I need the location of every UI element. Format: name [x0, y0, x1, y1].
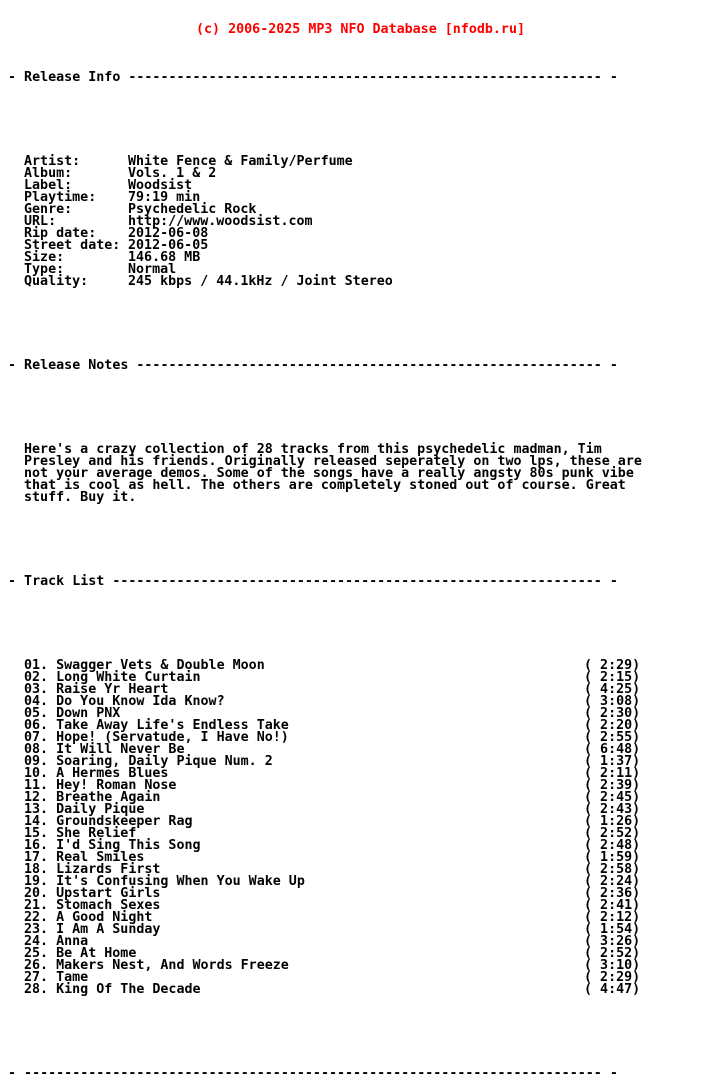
track-duration: ( 2:29): [584, 970, 641, 985]
track-duration: ( 2:15): [584, 670, 641, 685]
track-duration: ( 2:45): [584, 790, 641, 805]
track-row: [8, 960, 720, 972]
track-list-block: [8, 660, 720, 996]
track-title: 21. Stomach Sexes: [24, 898, 161, 913]
track-title: 12. Breathe Again: [24, 790, 161, 805]
track-title: 16. I'd Sing This Song: [24, 838, 201, 853]
track-row: [8, 828, 720, 840]
info-value: http://www.woodsist.com: [128, 214, 313, 229]
track-duration: ( 6:48): [584, 742, 641, 757]
info-value: 2012-06-05: [128, 238, 209, 253]
track-row: [8, 816, 720, 828]
info-label: Label:: [24, 178, 73, 193]
track-list-header-text: - Track List ------------------------------------------------------------- -: [8, 574, 618, 589]
blank-line: [8, 108, 720, 120]
track-row: [8, 780, 720, 792]
track-duration: ( 2:52): [584, 826, 641, 841]
track-duration: ( 2:24): [584, 874, 641, 889]
info-row: [8, 252, 720, 264]
track-title: 07. Hope! (Servatude, I Have No!): [24, 730, 289, 745]
copyright-line: [8, 24, 720, 36]
track-title: 28. King Of The Decade: [24, 982, 201, 997]
info-value: 245 kbps / 44.1kHz / Joint Stereo: [128, 274, 393, 289]
track-title: 13. Daily Pique: [24, 802, 145, 817]
info-label: Quality:: [24, 274, 89, 289]
track-duration: ( 2:11): [584, 766, 641, 781]
info-row: [8, 240, 720, 252]
notes-text: stuff. Buy it.: [24, 490, 137, 505]
track-title: 06. Take Away Life's Endless Take: [24, 718, 289, 733]
info-value: Vols. 1 & 2: [128, 166, 217, 181]
track-duration: ( 2:12): [584, 910, 641, 925]
track-title: 27. Tame: [24, 970, 89, 985]
release-notes-header: [8, 360, 720, 372]
info-label: Street date:: [24, 238, 121, 253]
track-duration: ( 2:58): [584, 862, 641, 877]
track-title: 20. Upstart Girls: [24, 886, 161, 901]
track-row: [8, 792, 720, 804]
blank-line: [8, 396, 720, 408]
track-row: [8, 936, 720, 948]
notes-text: not your average demos. Some of the songs have a really angsty 80s punk vibe: [24, 466, 634, 481]
blank-line: [8, 612, 720, 624]
info-row: [8, 192, 720, 204]
track-duration: ( 1:37): [584, 754, 641, 769]
track-title: 01. Swagger Vets & Double Moon: [24, 658, 265, 673]
track-duration: ( 4:47): [584, 982, 641, 997]
info-label: Playtime:: [24, 190, 97, 205]
track-title: 03. Raise Yr Heart: [24, 682, 169, 697]
track-duration: ( 1:54): [584, 922, 641, 937]
track-row: [8, 756, 720, 768]
info-label: Type:: [24, 262, 65, 277]
track-row: [8, 900, 720, 912]
track-duration: ( 2:36): [584, 886, 641, 901]
track-title: 18. Lizards First: [24, 862, 161, 877]
track-duration: ( 2:39): [584, 778, 641, 793]
track-duration: ( 2:43): [584, 802, 641, 817]
track-duration: ( 1:59): [584, 850, 641, 865]
track-title: 17. Real Smiles: [24, 850, 145, 865]
notes-text: that is cool as hell. The others are completely stoned out of course. Great: [24, 478, 626, 493]
track-duration: ( 2:55): [584, 730, 641, 745]
info-row: [8, 276, 720, 288]
track-duration: ( 2:52): [584, 946, 641, 961]
track-title: 26. Makers Nest, And Words Freeze: [24, 958, 289, 973]
blank-line: [8, 540, 720, 552]
info-value: Normal: [128, 262, 177, 277]
track-title: 25. Be At Home: [24, 946, 137, 961]
info-value: White Fence & Family/Perfume: [128, 154, 353, 169]
info-value: Woodsist: [128, 178, 193, 193]
track-title: 23. I Am A Sunday: [24, 922, 161, 937]
release-info-header-text: - Release Info ----------------------------------------------------------- -: [8, 70, 618, 85]
track-title: 10. A Hermes Blues: [24, 766, 169, 781]
info-row: [8, 156, 720, 168]
info-value: Psychedelic Rock: [128, 202, 257, 217]
nfo-document: [8, 0, 720, 1092]
track-title: 08. It Will Never Be: [24, 742, 185, 757]
info-value: 79:19 min: [128, 190, 201, 205]
track-row: [8, 864, 720, 876]
release-info-header: [8, 72, 720, 84]
track-duration: ( 4:25): [584, 682, 641, 697]
track-row: [8, 948, 720, 960]
info-row: [8, 204, 720, 216]
track-title: 11. Hey! Roman Nose: [24, 778, 177, 793]
track-title: 15. She Relief: [24, 826, 137, 841]
release-notes-header-text: - Release Notes ---------------------------------------------------------- -: [8, 358, 618, 373]
track-row: [8, 912, 720, 924]
release-info-block: [8, 156, 720, 288]
info-label: Album:: [24, 166, 73, 181]
info-value: 146.68 MB: [128, 250, 201, 265]
info-label: Rip date:: [24, 226, 97, 241]
track-duration: ( 2:20): [584, 718, 641, 733]
track-duration: ( 3:10): [584, 958, 641, 973]
track-row: [8, 984, 720, 996]
track-row: [8, 732, 720, 744]
track-row: [8, 840, 720, 852]
info-label: Size:: [24, 250, 65, 265]
track-duration: ( 1:26): [584, 814, 641, 829]
track-duration: ( 2:41): [584, 898, 641, 913]
track-title: 22. A Good Night: [24, 910, 153, 925]
info-row: [8, 216, 720, 228]
info-value: 2012-06-08: [128, 226, 209, 241]
track-row: [8, 744, 720, 756]
info-label: Genre:: [24, 202, 73, 217]
footer-rule-text: - ------------------------------------------------------------------------ -: [8, 1066, 618, 1081]
track-row: [8, 768, 720, 780]
info-label: Artist:: [24, 154, 81, 169]
track-duration: ( 3:08): [584, 694, 641, 709]
track-row: [8, 888, 720, 900]
release-notes-block: [8, 444, 720, 504]
copyright-link[interactable]: (c) 2006-2025 MP3 NFO Database [nfodb.ru]: [196, 22, 525, 37]
track-title: 09. Soaring, Daily Pique Num. 2: [24, 754, 273, 769]
track-row: [8, 720, 720, 732]
track-title: 02. Long White Curtain: [24, 670, 201, 685]
track-title: 24. Anna: [24, 934, 89, 949]
track-title: 04. Do You Know Ida Know?: [24, 694, 225, 709]
track-title: 05. Down PNX: [24, 706, 121, 721]
track-list-header: [8, 576, 720, 588]
track-row: [8, 852, 720, 864]
blank-line: [8, 324, 720, 336]
info-row: [8, 180, 720, 192]
track-title: 19. It's Confusing When You Wake Up: [24, 874, 305, 889]
track-title: 14. Groundskeeper Rag: [24, 814, 193, 829]
track-row: [8, 876, 720, 888]
info-label: URL:: [24, 214, 57, 229]
track-duration: ( 2:48): [584, 838, 641, 853]
track-duration: ( 2:30): [584, 706, 641, 721]
footer-rule: [8, 1068, 720, 1080]
info-row: [8, 168, 720, 180]
track-row: [8, 972, 720, 984]
track-duration: ( 3:26): [584, 934, 641, 949]
track-row: [8, 804, 720, 816]
notes-row: [8, 492, 720, 504]
notes-text: Presley and his friends. Originally released seperately on two lps, these are: [24, 454, 642, 469]
track-duration: ( 2:29): [584, 658, 641, 673]
blank-line: [8, 1032, 720, 1044]
track-row: [8, 924, 720, 936]
notes-text: Here's a crazy collection of 28 tracks from this psychedelic madman, Tim: [24, 442, 602, 457]
